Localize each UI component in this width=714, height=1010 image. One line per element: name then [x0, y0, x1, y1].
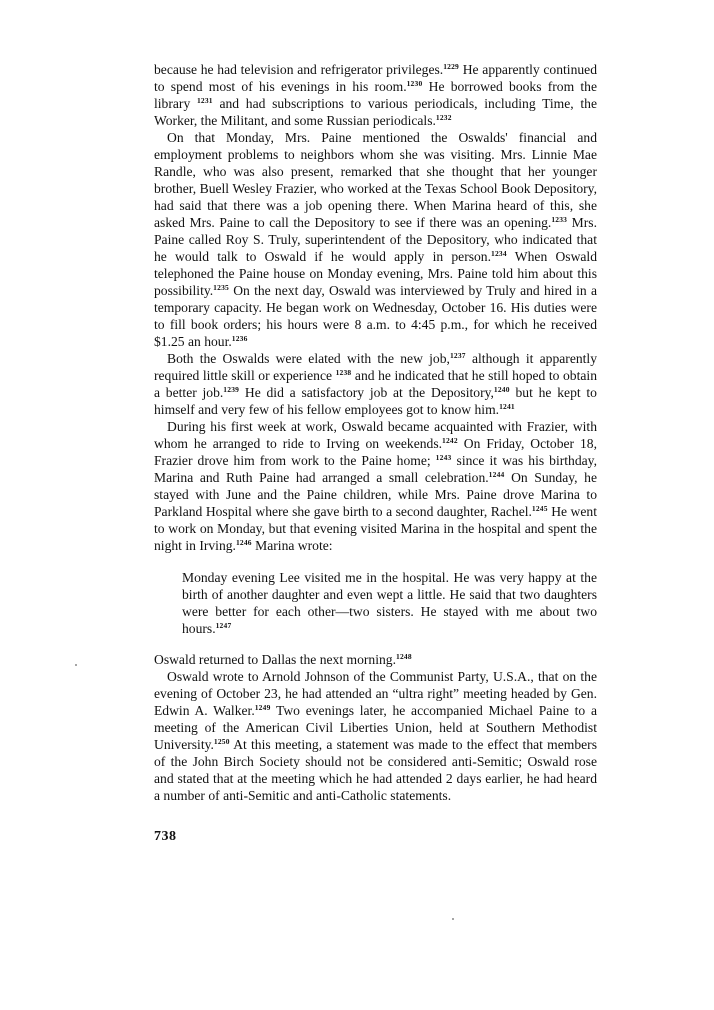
body-text — [154, 61, 597, 804]
footnote-ref: 1239 — [223, 385, 240, 394]
footnote-ref: 1230 — [406, 79, 423, 88]
footnote-ref: 1244 — [488, 470, 505, 479]
footnote-ref: 1237 — [449, 351, 466, 360]
paragraph-3 — [154, 350, 597, 418]
footnote-ref: 1236 — [231, 334, 248, 343]
text-span: On that Monday, Mrs. Paine mentioned the Oswalds' financial and employment problems to neighbors whom she was visiting. Mrs. Linnie Mae Randle, who was also present, remarked that she thought that her younger brother, Buell Wesley Frazier, who worked at the Texas School Book Depository, had said that there was a job opening there. When Marina heard of this, she asked Mrs. Paine to call the Depository to see if there was an opening. — [154, 130, 597, 230]
footnote-ref: 1241 — [499, 402, 515, 411]
text-span: He borrowed books from the library — [154, 79, 597, 111]
text-span: although it apparently required little skill or experience — [154, 351, 597, 383]
text-span: since it was his birthday, Marina and Ruth Paine had arranged a small celebration. — [154, 453, 597, 485]
footnote-ref: 1233 — [551, 215, 568, 224]
footnote-ref: 1248 — [396, 652, 412, 661]
paragraph-4 — [154, 418, 597, 554]
text-span: On Sunday, he stayed with June and the Paine children, while Mrs. Paine drove Marina to Parkland Hospital where she gave birth to a second daughter, Rachel. — [154, 470, 597, 519]
text-span: At this meeting, a statement was made to the effect that members of the John Birch Society should not be considered anti-Semitic; Oswald rose and stated that at the meeting which he had attended 2 days earlier, he had heard a number of anti-Semitic and anti-Catholic statements. — [154, 737, 597, 803]
footnote-ref: 1229 — [443, 62, 459, 71]
footnote-ref: 1231 — [196, 96, 213, 105]
text-span: He did a satisfactory job at the Depository, — [239, 385, 494, 400]
paragraph-2 — [154, 129, 597, 350]
footnote-ref: 1245 — [531, 504, 548, 513]
paragraph-1 — [154, 61, 597, 129]
text-span: Oswald wrote to Arnold Johnson of the Communist Party, U.S.A., that on the evening of October 23, he had attended an “ultra right” meeting headed by Gen. Edwin A. Walker. — [154, 669, 597, 718]
scan-speck — [452, 918, 454, 920]
text-span: because he had television and refrigerator privileges. — [154, 62, 444, 77]
footnote-ref: 1232 — [435, 113, 452, 122]
text-span: Both the Oswalds were elated with the new job, — [167, 351, 450, 366]
footnote-ref: 1246 — [235, 538, 252, 547]
text-span: Two evenings later, he accompanied Michael Paine to a meeting of the American Civil Liberties Union, held at Southern Methodist University. — [154, 703, 597, 752]
page-number: 738 — [154, 829, 177, 844]
text-span: Mrs. Paine called Roy S. Truly, superintendent of the Depository, who indicated that he would talk to Oswald if he would apply in person. — [154, 215, 597, 264]
footnote-ref: 1242 — [442, 436, 458, 445]
footnote-ref: 1240 — [493, 385, 510, 394]
scan-speck — [75, 664, 77, 666]
text-span: When Oswald telephoned the Paine house on Monday evening, Mrs. Paine told him about this possibility. — [154, 249, 597, 298]
block-quote — [182, 569, 597, 637]
text-span: He went to work on Monday, but that evening visited Marina in the hospital and spent the night in Irving. — [154, 504, 597, 553]
quote-text: Monday evening Lee visited me in the hospital. He was very happy at the birth of another daughter and even wept a little. He said that two daughters were better for each other—two sisters. He stayed with me about two hours. — [182, 570, 597, 636]
paragraph-5 — [154, 651, 597, 668]
text-span: Marina wrote: — [251, 538, 333, 553]
text-span: He apparently continued to spend most of his evenings in his room. — [154, 62, 597, 94]
text-span: and had subscriptions to various periodicals, including Time, the Worker, the Militant, and some Russian periodicals. — [154, 96, 597, 128]
text-span: but he kept to himself and very few of his fellow employees got to know him. — [154, 385, 597, 417]
footnote-ref: 1234 — [491, 249, 507, 258]
paragraph-6 — [154, 668, 597, 804]
footnote-ref: 1243 — [435, 453, 452, 462]
footnote-ref: 1238 — [335, 368, 352, 377]
text-span: Oswald returned to Dallas the next morning. — [154, 652, 396, 667]
footnote-ref: 1249 — [254, 703, 271, 712]
footnote-ref: 1247 — [215, 621, 232, 630]
text-span: On the next day, Oswald was interviewed by Truly and hired in a temporary capacity. He began work on Wednesday, October 16. His duties were to fill book orders; his hours were 8 a.m. to 4:45 p.m., for which he received $1.25 an hour. — [154, 283, 597, 349]
text-span: On Friday, October 18, Frazier drove him from work to the Paine home; — [154, 436, 597, 468]
text-span: During his first week at work, Oswald became acquainted with Frazier, with whom he arranged to ride to Irving on weekends. — [154, 419, 597, 451]
footnote-ref: 1235 — [213, 283, 229, 292]
footnote-ref: 1250 — [213, 737, 230, 746]
text-span: and he indicated that he still hoped to obtain a better job. — [154, 368, 597, 400]
